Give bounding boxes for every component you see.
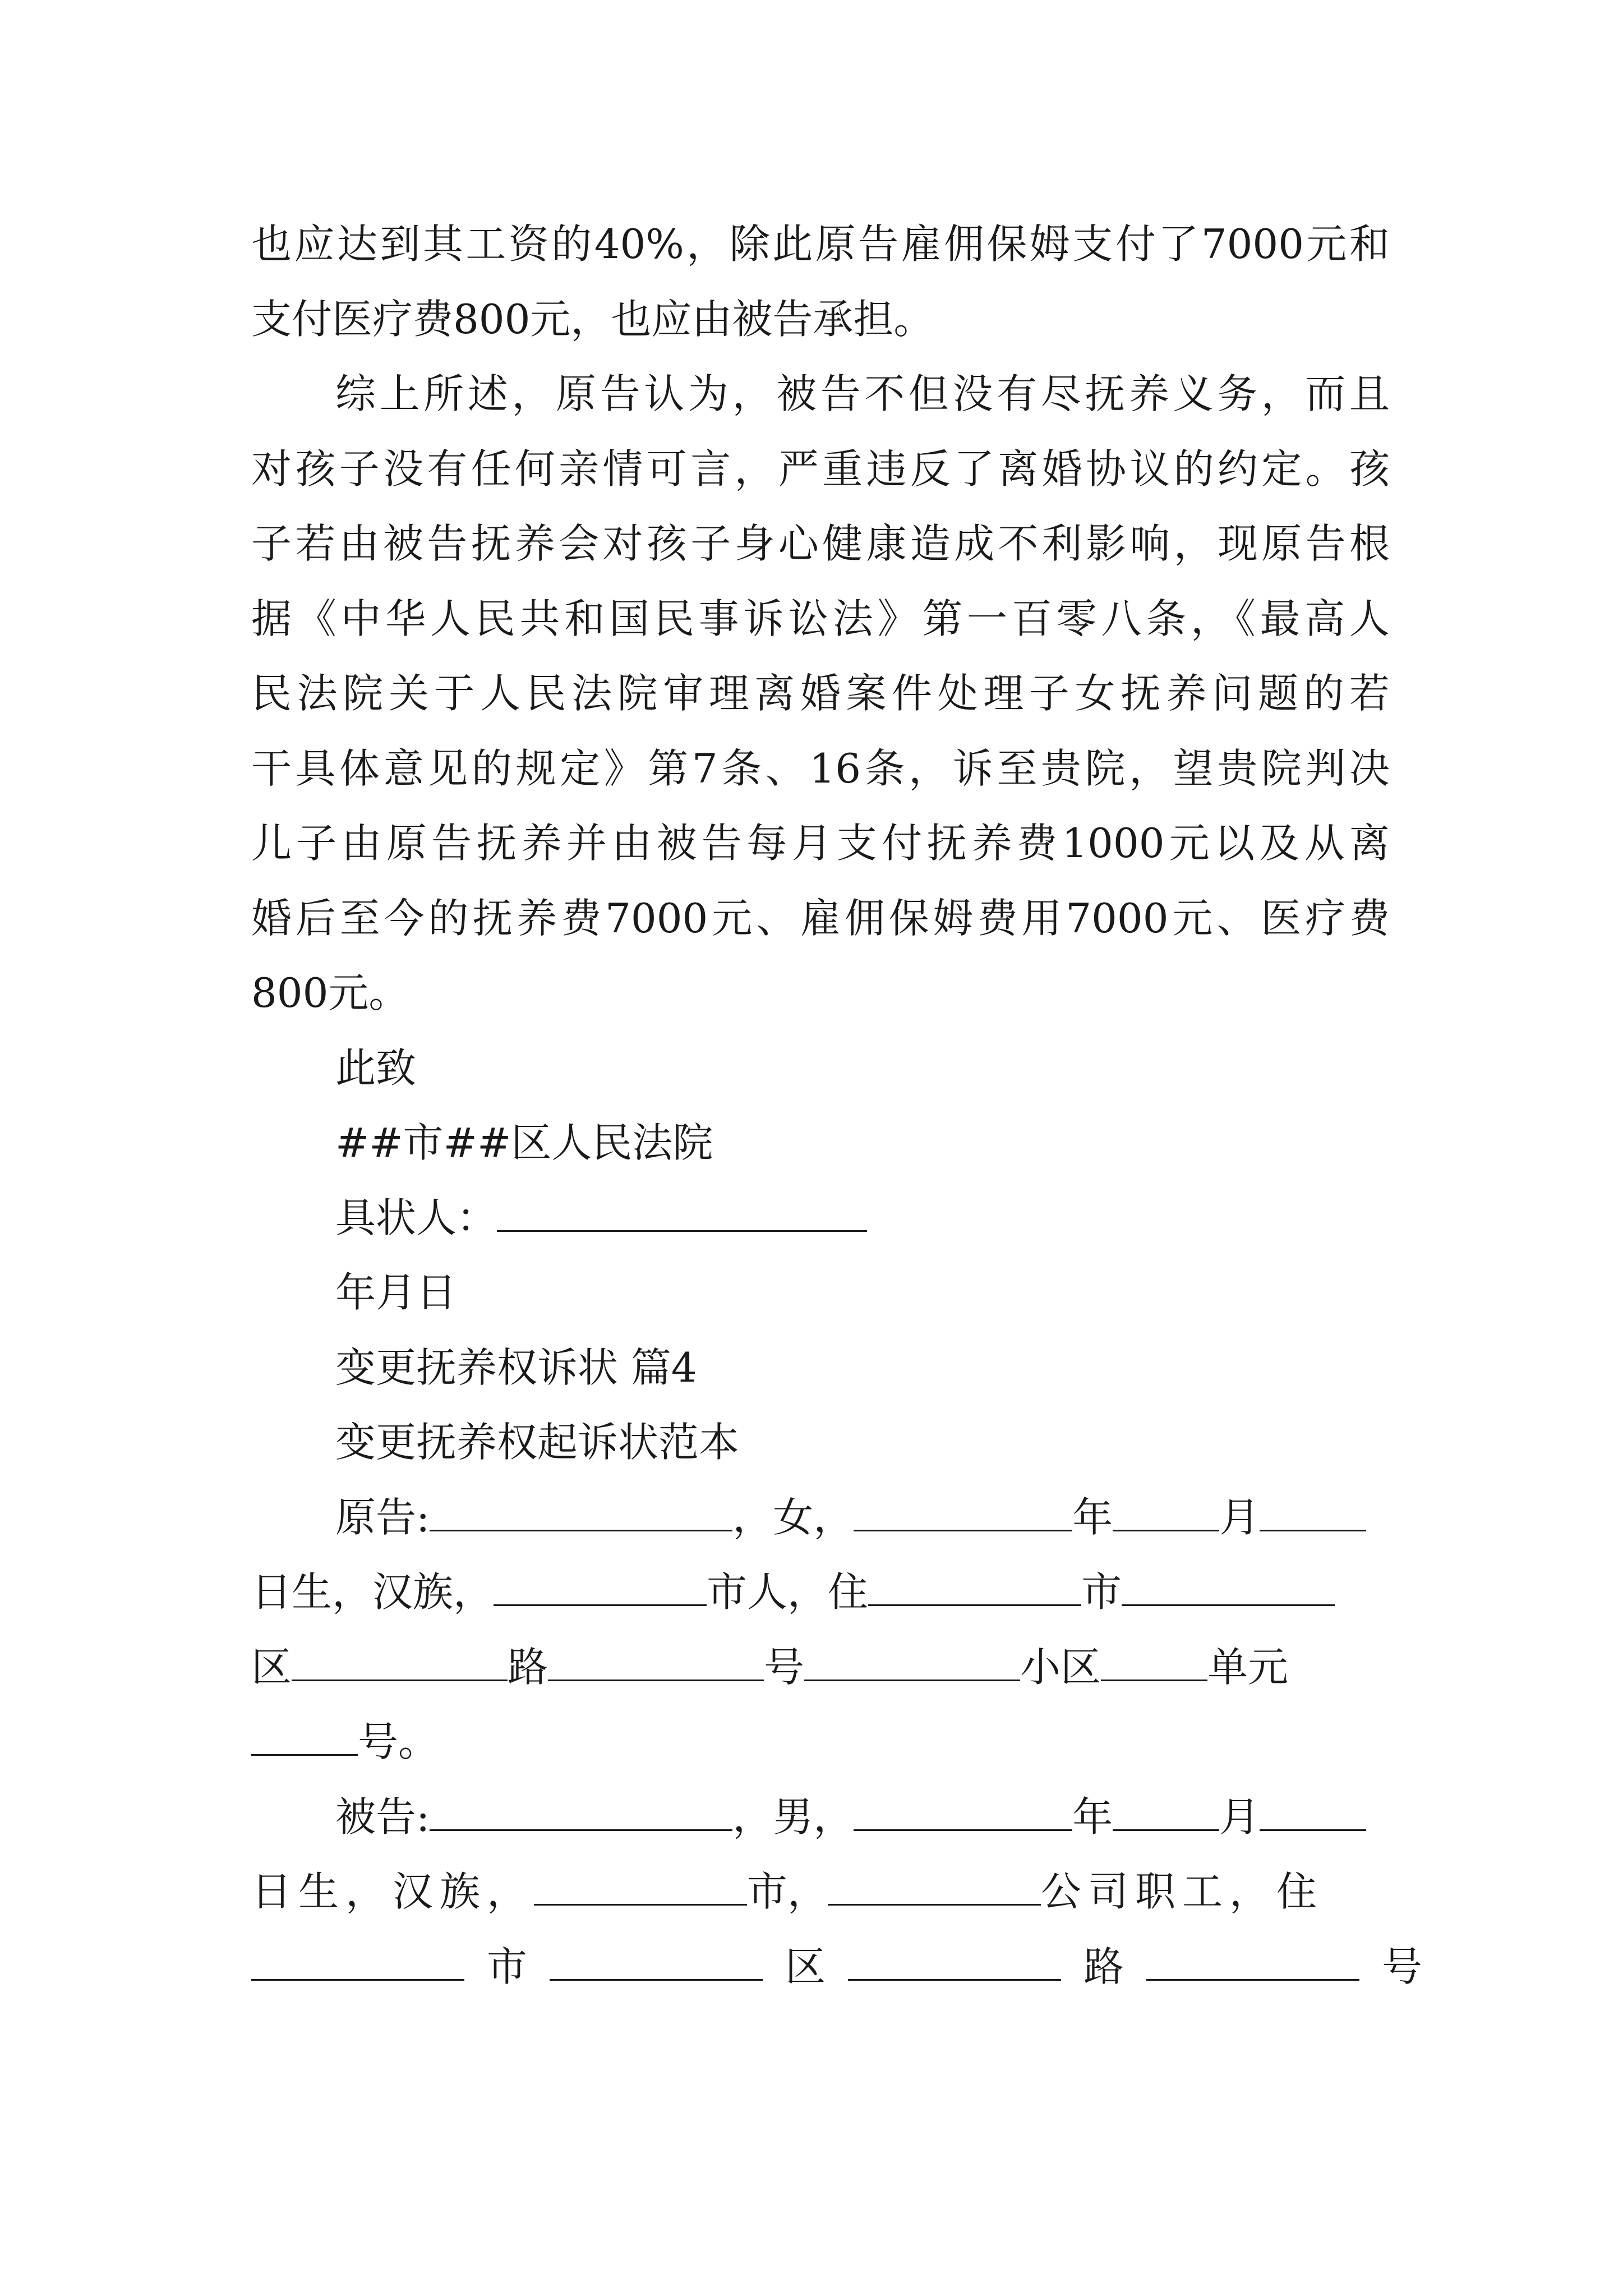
plaintiff-sex: ，女， xyxy=(732,1494,854,1541)
plaintiff-line-1 xyxy=(335,1489,1390,1545)
defendant-number-label: 号 xyxy=(1382,1943,1423,1990)
plaintiff-city-blank[interactable] xyxy=(868,1566,1081,1606)
signer-blank[interactable] xyxy=(497,1192,867,1232)
defendant-month-label: 月 xyxy=(1219,1793,1260,1841)
plaintiff-city-label: 市 xyxy=(1081,1568,1122,1616)
defendant-line-3 xyxy=(251,1939,1423,1995)
defendant-addr-city-label: 市 xyxy=(487,1943,528,1990)
plaintiff-year-label: 年 xyxy=(1072,1494,1113,1541)
plaintiff-district-blank[interactable] xyxy=(1122,1566,1335,1606)
court-name: ##市##区人民法院 xyxy=(335,1119,713,1166)
defendant-city-label: 市， xyxy=(747,1868,828,1915)
defendant-company-blank[interactable] xyxy=(828,1866,1041,1906)
defendant-road-blank[interactable] xyxy=(848,1941,1061,1981)
salutation: 此致 xyxy=(335,1045,417,1092)
defendant-number-blank[interactable] xyxy=(1146,1941,1359,1981)
defendant-road-label: 路 xyxy=(1083,1943,1124,1990)
defendant-city-blank[interactable] xyxy=(251,1941,464,1981)
plaintiff-year-blank[interactable] xyxy=(854,1492,1072,1531)
defendant-label: 被告: xyxy=(335,1793,430,1841)
defendant-district-label: 区 xyxy=(785,1943,826,1990)
plaintiff-origin-blank[interactable] xyxy=(494,1566,707,1606)
text-line: 民法院关于人民法院审理离婚案件处理子女抚养问题的若 xyxy=(251,670,1390,717)
text-line: 800元。 xyxy=(251,969,409,1016)
defendant-birth: 日生，汉族， xyxy=(251,1868,534,1915)
defendant-district-blank[interactable] xyxy=(550,1941,763,1981)
plaintiff-room-label: 号。 xyxy=(358,1718,439,1765)
text-line: 支付医疗费800元，也应由被告承担。 xyxy=(251,296,934,343)
plaintiff-unit-blank[interactable] xyxy=(1101,1641,1207,1681)
text-line: 据《中华人民共和国民事诉讼法》第一百零八条，《最高人 xyxy=(251,595,1390,642)
text-line: 也应达到其工资的40%，除此原告雇佣保姆支付了7000元和 xyxy=(251,220,1390,268)
plaintiff-community-blank[interactable] xyxy=(804,1641,1020,1681)
plaintiff-line-4 xyxy=(251,1714,1390,1770)
plaintiff-day-blank[interactable] xyxy=(1260,1492,1366,1531)
defendant-origin-blank[interactable] xyxy=(534,1866,747,1906)
plaintiff-month-blank[interactable] xyxy=(1113,1492,1219,1531)
defendant-year-blank[interactable] xyxy=(854,1791,1072,1831)
text-line: 对孩子没有任何亲情可言，严重违反了离婚协议的约定。孩 xyxy=(251,445,1390,493)
text-line: 儿子由原告抚养并由被告每月支付抚养费1000元以及从离 xyxy=(251,820,1390,867)
plaintiff-unit-label: 单元 xyxy=(1207,1644,1289,1691)
defendant-line-2 xyxy=(251,1864,1390,1920)
plaintiff-number-label: 号 xyxy=(764,1644,805,1691)
signer-label: 具状人： xyxy=(335,1194,497,1241)
plaintiff-room-blank[interactable] xyxy=(251,1716,358,1756)
defendant-line-1 xyxy=(335,1789,1390,1845)
plaintiff-line-2 xyxy=(251,1564,1390,1620)
text-line: 婚后至今的抚养费7000元、雇佣保姆费用7000元、医疗费 xyxy=(251,895,1390,942)
defendant-sex: ，男， xyxy=(732,1793,854,1841)
signer-line xyxy=(335,1190,1390,1246)
plaintiff-month-label: 月 xyxy=(1219,1494,1260,1541)
defendant-day-blank[interactable] xyxy=(1260,1791,1366,1831)
text-line: 干具体意见的规定》第7条、16条，诉至贵院，望贵院判决 xyxy=(251,745,1390,792)
defendant-company-label: 公司职工，住 xyxy=(1041,1868,1324,1915)
plaintiff-road-label: 路 xyxy=(508,1644,548,1691)
plaintiff-district-label: 区 xyxy=(251,1644,292,1691)
defendant-name-blank[interactable] xyxy=(430,1791,732,1831)
plaintiff-community-label: 小区 xyxy=(1020,1644,1101,1691)
plaintiff-line-3 xyxy=(251,1639,1390,1695)
plaintiff-name-blank[interactable] xyxy=(430,1492,732,1531)
plaintiff-label: 原告: xyxy=(335,1494,430,1541)
text-line: 综上所述，原告认为，被告不但没有尽抚养义务，而且 xyxy=(335,370,1390,417)
date-line: 年月日 xyxy=(335,1269,457,1316)
defendant-month-blank[interactable] xyxy=(1113,1791,1219,1831)
plaintiff-number-blank[interactable] xyxy=(548,1641,764,1681)
section-title: 变更抚养权起诉状范本 xyxy=(335,1419,740,1466)
section-heading: 变更抚养权诉状 篇4 xyxy=(335,1344,697,1391)
text-line: 子若由被告抚养会对孩子身心健康造成不利影响，现原告根 xyxy=(251,520,1390,567)
defendant-year-label: 年 xyxy=(1072,1793,1113,1841)
plaintiff-origin-label: 市人，住 xyxy=(707,1568,869,1616)
plaintiff-road-blank[interactable] xyxy=(292,1641,508,1681)
plaintiff-birth: 日生，汉族， xyxy=(251,1568,494,1616)
